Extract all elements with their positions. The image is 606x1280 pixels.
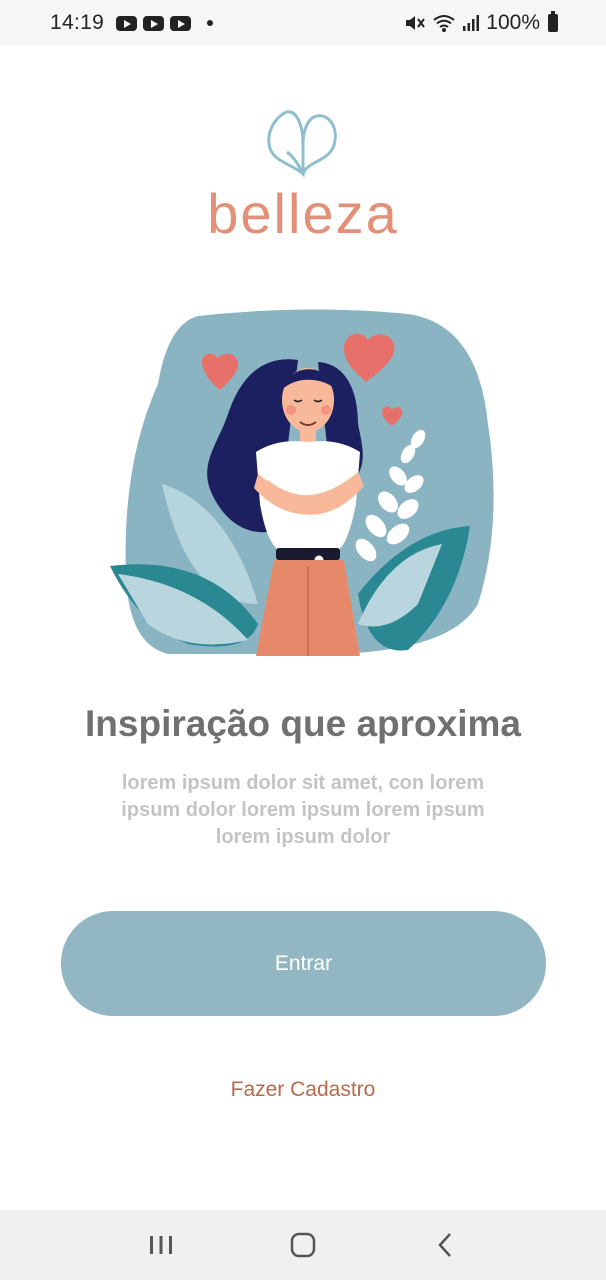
battery-percentage: 100% bbox=[486, 11, 540, 34]
butterfly-icon bbox=[263, 104, 343, 180]
battery-icon bbox=[548, 14, 558, 32]
signup-link[interactable]: Fazer Cadastro bbox=[230, 1078, 376, 1101]
status-right bbox=[404, 11, 558, 35]
youtube-icon bbox=[116, 16, 137, 31]
page-title: Inspiração que aproxima bbox=[85, 703, 521, 744]
brand-name: belleza bbox=[207, 182, 399, 245]
signal-icon bbox=[462, 14, 480, 32]
mute-icon bbox=[404, 13, 426, 33]
youtube-icon bbox=[170, 16, 191, 31]
home-icon bbox=[290, 1232, 316, 1258]
back-icon bbox=[436, 1232, 454, 1258]
status-left bbox=[50, 11, 213, 35]
woman-hugging-illustration bbox=[108, 304, 502, 660]
recent-apps-icon bbox=[148, 1234, 174, 1256]
login-button[interactable]: Entrar bbox=[61, 911, 546, 1016]
home-button[interactable] bbox=[273, 1215, 333, 1275]
youtube-icon bbox=[143, 16, 164, 31]
dot-icon bbox=[207, 20, 213, 26]
status-bar bbox=[0, 0, 606, 46]
status-time: 14:19 bbox=[50, 11, 105, 34]
system-nav-bar bbox=[0, 1210, 606, 1280]
recent-apps-button[interactable] bbox=[131, 1215, 191, 1275]
wifi-icon bbox=[432, 13, 456, 33]
page-subtitle: lorem ipsum dolor sit amet, con lorem ipsum dolor lorem ipsum lorem ipsum lorem ipsum dolor bbox=[121, 772, 485, 848]
brand-logo bbox=[0, 104, 606, 245]
back-button[interactable] bbox=[415, 1215, 475, 1275]
